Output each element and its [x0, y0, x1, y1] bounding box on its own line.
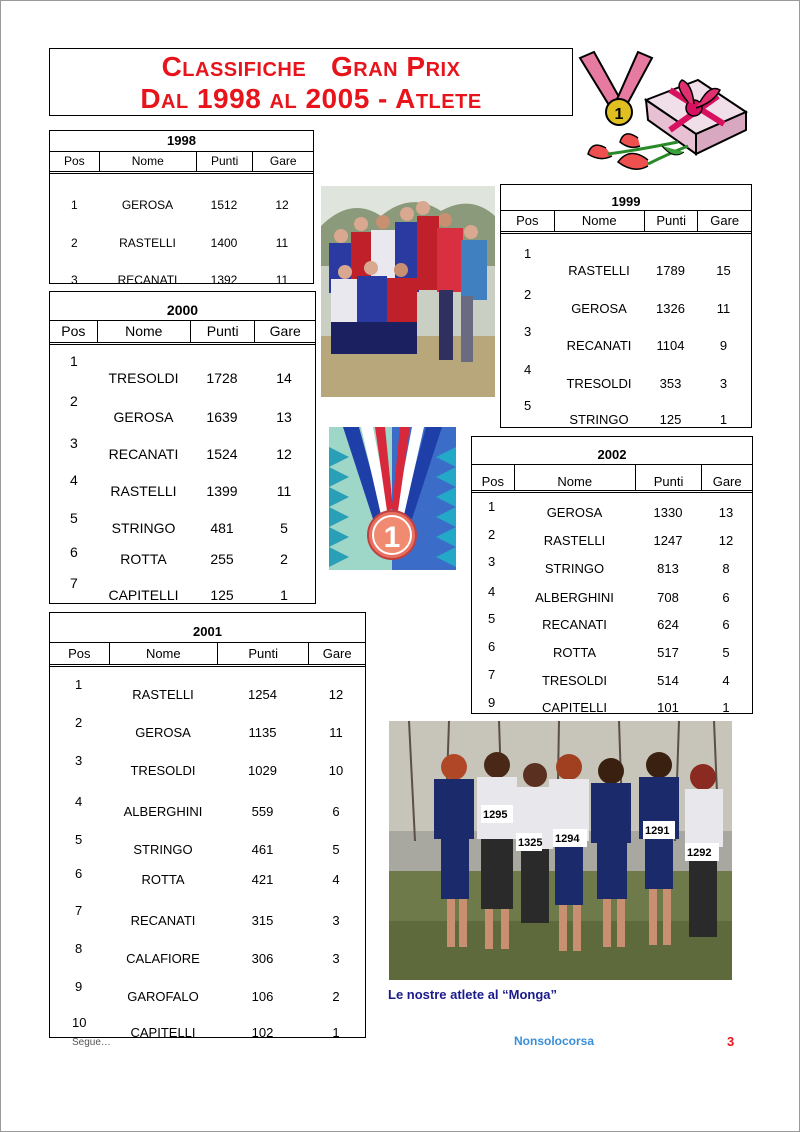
cell-pos: 2 [70, 393, 78, 409]
cell-pos: 6 [75, 866, 83, 881]
header-nome: Nome [110, 643, 218, 664]
cell-punti: 306 [251, 951, 274, 966]
cell-pos: 6 [488, 639, 496, 654]
header-nome: Nome [555, 211, 645, 231]
medal-number: 1 [383, 521, 401, 554]
cell-punti: 1254 [248, 687, 277, 702]
header-pos: Pos [50, 321, 98, 342]
cell-nome: ROTTA [120, 551, 167, 567]
continues-label: Segue… [72, 1037, 111, 1048]
cell-pos: 5 [70, 510, 78, 526]
header-gare: Gare [710, 213, 740, 228]
cell-gare: 15 [716, 263, 731, 278]
cell-nome: GEROSA [135, 725, 191, 740]
cell-punti: 102 [251, 1025, 274, 1038]
cell-gare: 11 [276, 483, 292, 499]
cell-nome: TRESOLDI [130, 763, 196, 778]
header-nome: Nome [100, 152, 197, 171]
header-gare: Gare [322, 646, 352, 661]
header-punti: Punti [218, 643, 309, 664]
cell-gare: 1 [722, 700, 730, 714]
cell-gare: 3 [719, 376, 728, 391]
cell-gare: 8 [722, 561, 730, 576]
header-punti: Punti [636, 465, 703, 490]
cell-nome: RASTELLI [132, 687, 194, 702]
cell-nome: GEROSA [571, 301, 627, 316]
cell-nome: STRINGO [569, 412, 629, 427]
cell-punti: 255 [210, 551, 234, 567]
cell-gare: 12 [718, 533, 734, 548]
cell-gare: 4 [332, 872, 340, 887]
bib-number: 1295 [483, 809, 508, 821]
table-header [501, 211, 751, 232]
cell-punti: 813 [657, 561, 679, 576]
cell-punti: 461 [251, 842, 274, 857]
header-pos: Pos [50, 643, 110, 664]
cell-gare: 5 [332, 842, 340, 857]
bib-number: 1292 [687, 847, 712, 859]
cell-nome: ROTTA [552, 645, 597, 660]
cell-gare: 6 [332, 804, 340, 819]
cell-punti: 1104 [656, 338, 685, 353]
title-line-2: Dal 1998 al 2005 - Atlete [140, 83, 482, 114]
cell-pos: 8 [75, 941, 83, 956]
cell-gare: 12 [328, 687, 344, 702]
table-year: 1999 [501, 185, 751, 211]
table-year: 2002 [472, 437, 752, 465]
header-pos: Pos [50, 152, 100, 171]
cell-punti: 1392 [210, 273, 238, 284]
cell-punti: 1135 [248, 725, 277, 740]
page-title [49, 48, 573, 116]
athletes-race-photo [389, 721, 732, 980]
cell-nome: ROTTA [141, 872, 185, 887]
cell-nome: CALAFIORE [126, 951, 200, 966]
cell-pos: 1 [70, 353, 78, 369]
cell-pos: 5 [524, 398, 532, 413]
table-1999 [500, 184, 752, 428]
cell-nome: RECANATI [130, 913, 196, 928]
cell-pos: 4 [70, 472, 78, 488]
cell-punti: 1639 [206, 409, 238, 425]
cell-gare: 4 [722, 673, 730, 688]
cell-punti: 421 [251, 872, 274, 887]
cell-nome: ALBERGHINI [123, 804, 203, 819]
cell-punti: 517 [657, 645, 679, 660]
cell-punti: 315 [251, 913, 274, 928]
cell-gare: 5 [280, 520, 288, 536]
cell-punti: 708 [657, 590, 679, 605]
cell-nome: TRESOLDI [541, 673, 607, 688]
cell-gare: 1 [719, 412, 728, 427]
cell-punti: 1029 [248, 763, 277, 778]
cell-punti: 125 [210, 587, 234, 603]
table-header [50, 643, 365, 665]
cell-nome: RASTELLI [119, 236, 176, 250]
cell-pos: 1 [524, 246, 532, 261]
cell-nome: TRESOLDI [108, 370, 179, 386]
bib-number: 1291 [645, 825, 670, 837]
header-nome: Nome [98, 321, 191, 342]
cell-gare: 6 [722, 590, 730, 605]
cell-pos: 6 [70, 544, 78, 560]
cell-nome: RECANATI [566, 338, 632, 353]
cell-pos: 1 [488, 499, 496, 514]
table-year: 1998 [50, 131, 313, 152]
cell-nome: STRINGO [544, 561, 605, 576]
cell-pos: 5 [75, 832, 83, 847]
cell-nome: CAPITELLI [108, 587, 179, 603]
cell-gare: 11 [275, 273, 289, 284]
table-header [50, 321, 315, 343]
cell-gare: 13 [276, 409, 292, 425]
title-line-1: Classifiche Gran Prix [161, 51, 461, 82]
cell-nome: RECANATI [542, 617, 607, 632]
cell-punti: 624 [657, 617, 679, 632]
cell-gare: 2 [280, 551, 288, 567]
table-2001 [49, 612, 366, 1038]
publication-name: Nonsolocorsa [514, 1034, 595, 1048]
cell-pos: 10 [72, 1015, 87, 1030]
medal-graphic [329, 427, 456, 570]
cell-pos: 9 [488, 695, 496, 710]
cell-pos: 3 [488, 554, 496, 569]
cell-pos: 1 [75, 677, 83, 692]
cell-pos: 4 [75, 794, 83, 809]
cell-nome: ALBERGHINI [535, 590, 614, 605]
cell-punti: 1524 [206, 446, 238, 462]
cell-nome: GEROSA [113, 409, 174, 425]
header-punti: Punti [645, 211, 699, 231]
cell-punti: 1789 [656, 263, 685, 278]
cell-gare: 3 [332, 913, 340, 928]
cell-gare: 3 [332, 951, 340, 966]
cell-nome: RASTELLI [110, 483, 177, 499]
cell-gare: 9 [719, 338, 728, 353]
cell-gare: 6 [722, 617, 730, 632]
cell-pos: 3 [70, 435, 78, 451]
clipart-medal-number: 1 [614, 106, 624, 123]
cell-gare: 1 [280, 587, 288, 603]
table-header [472, 465, 752, 491]
header-pos: Pos [472, 465, 515, 490]
cell-nome: RECANATI [108, 446, 179, 462]
cell-punti: 1512 [210, 198, 238, 212]
cell-punti: 353 [659, 376, 682, 391]
cell-punti: 101 [657, 700, 679, 714]
cell-punti: 1728 [206, 370, 238, 386]
cell-pos: 3 [75, 753, 83, 768]
table-2000 [49, 291, 316, 604]
cell-gare: 12 [276, 446, 292, 462]
cell-nome: STRINGO [111, 520, 176, 536]
cell-nome: GEROSA [546, 505, 603, 520]
cell-nome: GAROFALO [127, 989, 199, 1004]
cell-pos: 2 [71, 236, 78, 250]
cell-punti: 125 [659, 412, 682, 427]
cell-gare: 11 [716, 301, 731, 316]
cell-punti: 1400 [210, 236, 238, 250]
header-gare: Gare [712, 474, 742, 489]
cell-nome: RASTELLI [568, 263, 630, 278]
cell-gare: 13 [718, 505, 734, 520]
header-pos: Pos [501, 211, 555, 231]
cell-pos: 4 [524, 362, 532, 377]
cell-punti: 481 [210, 520, 234, 536]
cell-punti: 1326 [656, 301, 685, 316]
cell-nome: TRESOLDI [566, 376, 632, 391]
cell-gare: 2 [332, 989, 340, 1004]
cell-nome: RASTELLI [543, 533, 606, 548]
cell-nome: GEROSA [121, 198, 174, 212]
cell-punti: 106 [251, 989, 274, 1004]
header-gare: Gare [269, 323, 301, 339]
cell-punti: 1399 [206, 483, 238, 499]
header-nome: Nome [515, 465, 636, 490]
cell-nome: STRINGO [133, 842, 193, 857]
cell-punti: 559 [251, 804, 274, 819]
cell-gare: 12 [275, 198, 289, 212]
cell-pos: 5 [488, 611, 496, 626]
cell-pos: 9 [75, 979, 83, 994]
cell-gare: 14 [276, 370, 292, 386]
medal-gift-clipart [578, 50, 750, 178]
table-1998 [49, 130, 314, 284]
cell-pos: 3 [71, 273, 78, 284]
cell-punti: 514 [657, 673, 679, 688]
header-punti: Punti [197, 152, 254, 171]
cell-nome: RECANATI [117, 273, 178, 284]
cell-pos: 7 [70, 575, 78, 591]
cell-gare: 1 [332, 1025, 340, 1038]
page-number: 3 [727, 1034, 735, 1049]
cell-pos: 1 [71, 198, 78, 212]
table-year: 2000 [50, 292, 315, 321]
cell-pos: 2 [488, 527, 496, 542]
header-punti: Punti [191, 321, 256, 342]
bib-number: 1325 [518, 837, 543, 849]
cell-gare: 11 [275, 236, 289, 250]
table-year: 2001 [50, 613, 365, 643]
photo-caption: Le nostre atlete al “Monga” [388, 987, 558, 1002]
cell-pos: 2 [75, 715, 83, 730]
cell-gare: 11 [329, 725, 343, 740]
cell-pos: 7 [75, 903, 83, 918]
cell-nome: CAPITELLI [541, 700, 608, 714]
cell-pos: 7 [488, 667, 496, 682]
table-header [50, 152, 313, 172]
cell-nome: CAPITELLI [130, 1025, 196, 1038]
cell-gare: 5 [722, 645, 730, 660]
cell-pos: 3 [524, 324, 532, 339]
header-gare: Gare [269, 154, 297, 168]
table-2002 [471, 436, 753, 714]
cell-pos: 4 [488, 584, 496, 599]
bib-number: 1294 [555, 833, 580, 845]
cell-punti: 1330 [653, 505, 683, 520]
team-group-photo [321, 186, 495, 397]
cell-punti: 1247 [653, 533, 683, 548]
cell-gare: 10 [328, 763, 344, 778]
cell-pos: 2 [524, 287, 532, 302]
